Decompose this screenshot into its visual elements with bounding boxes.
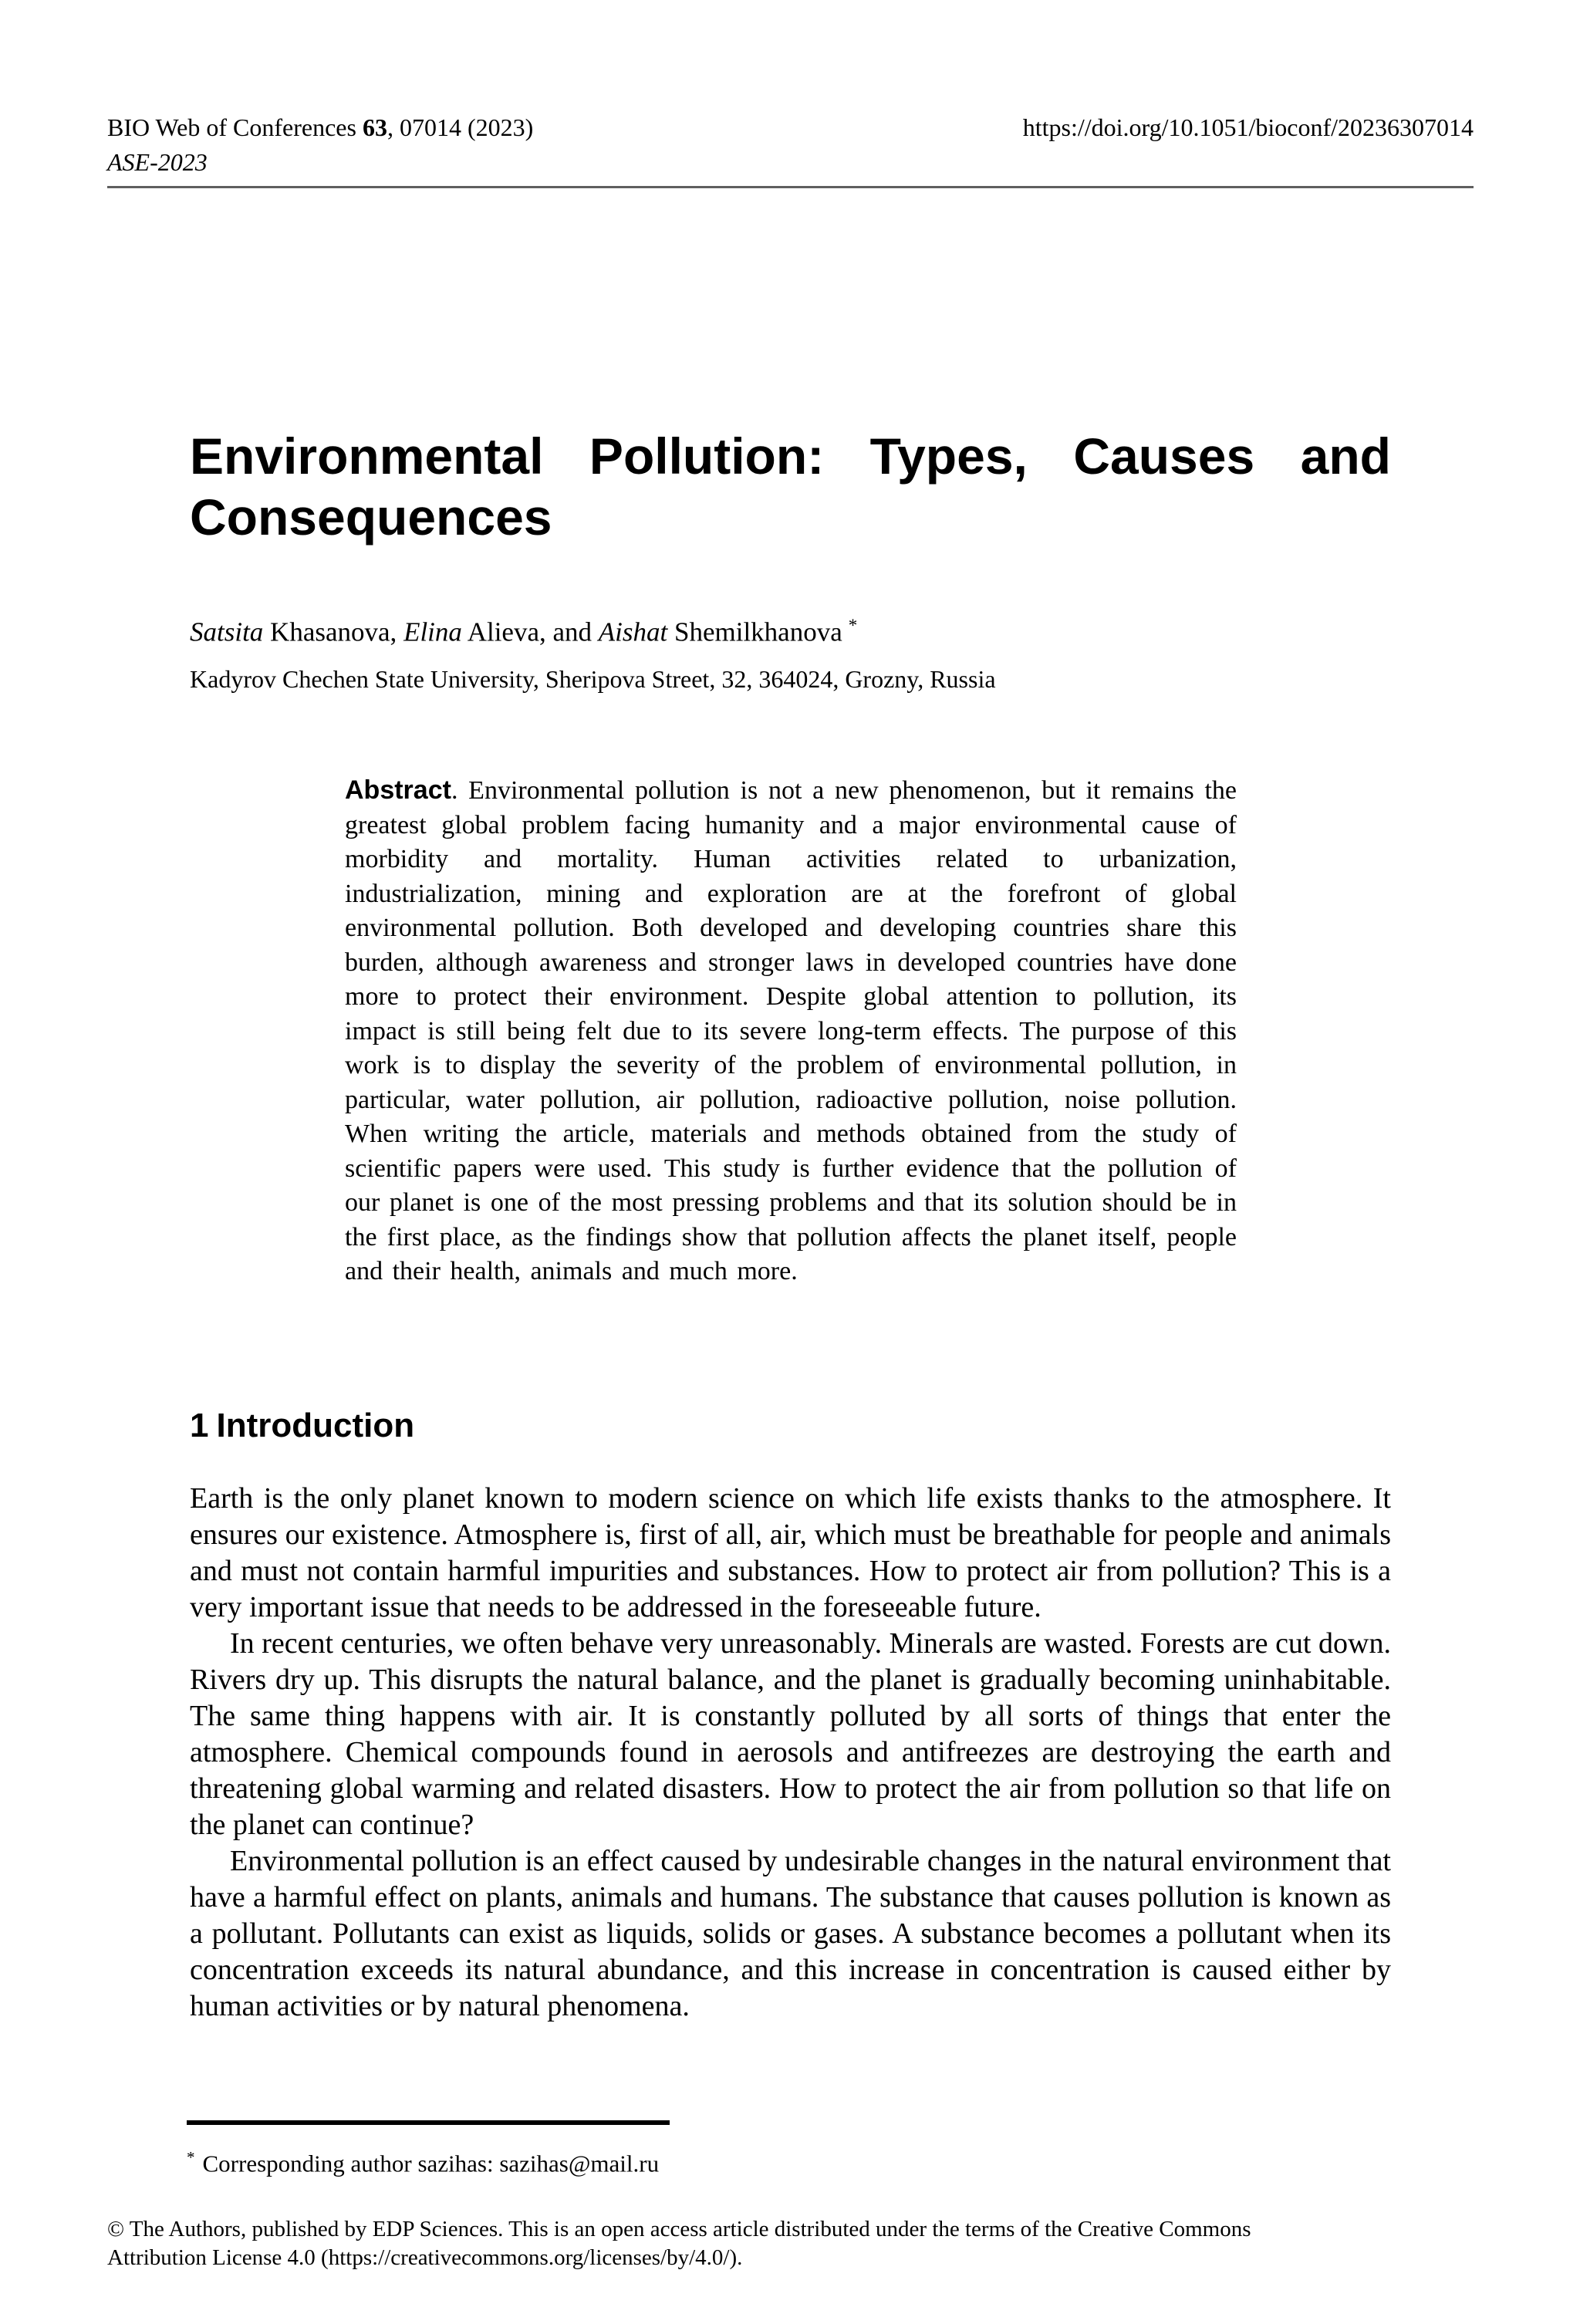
- article-title-line1: Environmental Pollution: Types, Causes and: [190, 427, 1391, 485]
- running-header: [107, 111, 1474, 178]
- author-surname: Shemilkhanova: [667, 616, 842, 647]
- email-link[interactable]: sazihas@mail.ru: [499, 2150, 660, 2177]
- journal-reference: [107, 111, 533, 144]
- journal-volume: 63: [362, 113, 387, 141]
- paragraph: Environmental pollution is an effect caused by undesirable changes in the natural environment that have a harmful effect on plants, animals and humans. The substance that causes pollution is known as a pollutant. Pollutants can exist as liquids, solids or gases. A substance becomes a pollutant when its concentration exceeds its natural abundance, and this increase in concentration is caused either by human activities or by natural phenomena.: [190, 1845, 1391, 2022]
- section-number: 1: [190, 1407, 209, 1444]
- author-surname: Alieva, and: [461, 616, 599, 647]
- footnote-text: Corresponding author sazihas:: [202, 2150, 500, 2177]
- license-url[interactable]: https://creativecommons.org/licenses/by/4.0/: [328, 2245, 730, 2270]
- license-line2-suffix: ).: [729, 2245, 743, 2270]
- license-footer: [107, 2215, 1504, 2272]
- introduction-body: [190, 1481, 1391, 2025]
- footnote-divider: [187, 2120, 670, 2125]
- corresponding-author-asterisk: *: [848, 616, 858, 635]
- journal-name: BIO Web of Conferences: [107, 113, 363, 141]
- header-row: [107, 111, 1474, 144]
- abstract-label: Abstract: [345, 775, 451, 805]
- article-title: [190, 426, 1391, 548]
- doi-link[interactable]: https://doi.org/10.1051/bioconf/20236307014: [1022, 113, 1474, 141]
- affiliation: Kadyrov Chechen State University, Sheripova Street, 32, 364024, Grozny, Russia: [190, 665, 996, 693]
- author-given-name: Satsita: [190, 616, 264, 647]
- article-number-year: , 07014 (2023): [387, 113, 534, 141]
- abstract-block: [345, 773, 1237, 1289]
- header-divider: [107, 186, 1474, 188]
- paragraph: Earth is the only planet known to modern science on which life exists thanks to the atmosphere. It ensures our existence. Atmosphere is, first of all, air, which must be breathable for people and animals and must not contain harmful impurities and substances. How to protect air from pollution? This is a very important issue that needs to be addressed in the foreseeable future.: [190, 1482, 1391, 1623]
- license-line2-prefix: Attribution License 4.0 (: [107, 2245, 329, 2270]
- authors-line: [190, 610, 1391, 649]
- author-surname: Khasanova,: [263, 616, 404, 647]
- footnote-asterisk: *: [187, 2148, 195, 2167]
- author-given-name: Elina: [403, 616, 462, 647]
- section-title: Introduction: [216, 1407, 415, 1444]
- paragraph: In recent centuries, we often behave very unreasonably. Minerals are wasted. Forests are cut down. Rivers dry up. This disrupts the natural balance, and the planet is gradually becoming uninhabitable. The same thing happens with air. It is constantly polluted by all sorts of things that enter the atmosphere. Chemical compounds found in aerosols and antifreezes are destroying the earth and threatening global warming and related disasters. How to protect the air from pollution so that life on the planet can continue?: [190, 1627, 1391, 1841]
- author-given-name: Aishat: [598, 616, 668, 647]
- conference-name: ASE-2023: [107, 148, 208, 176]
- article-title-line2: Consequences: [190, 488, 552, 546]
- abstract-text: . Environmental pollution is not a new phenomenon, but it remains the greatest global problem facing humanity and a major environmental cause of morbidity and mortality. Human activities related to urbanization, industrialization, mining and exploration are at the forefront of global environmental pollution. Both developed and developing countries share this burden, although awareness and stronger laws in developed countries have done more to protect their environment. Despite global attention to pollution, its impact is still being felt due to its severe long-term effects. The purpose of this work is to display the severity of the problem of environmental pollution, in particular, water pollution, air pollution, radioactive pollution, noise pollution. When writing the article, materials and methods obtained from the study of scientific papers were used. This study is further evidence that the pollution of our planet is one of the most pressing problems and that its solution should be in the first place, as the findings show that pollution affects the planet itself, people and their health, animals and much more.: [345, 776, 1237, 1285]
- section-heading-introduction: [190, 1406, 1391, 1446]
- license-line1: © The Authors, published by EDP Sciences. This is an open access article distributed under the terms of the Creative Commons: [107, 2217, 1251, 2241]
- license-line2: [107, 2244, 1504, 2272]
- corresponding-author-footnote: [187, 2142, 1388, 2179]
